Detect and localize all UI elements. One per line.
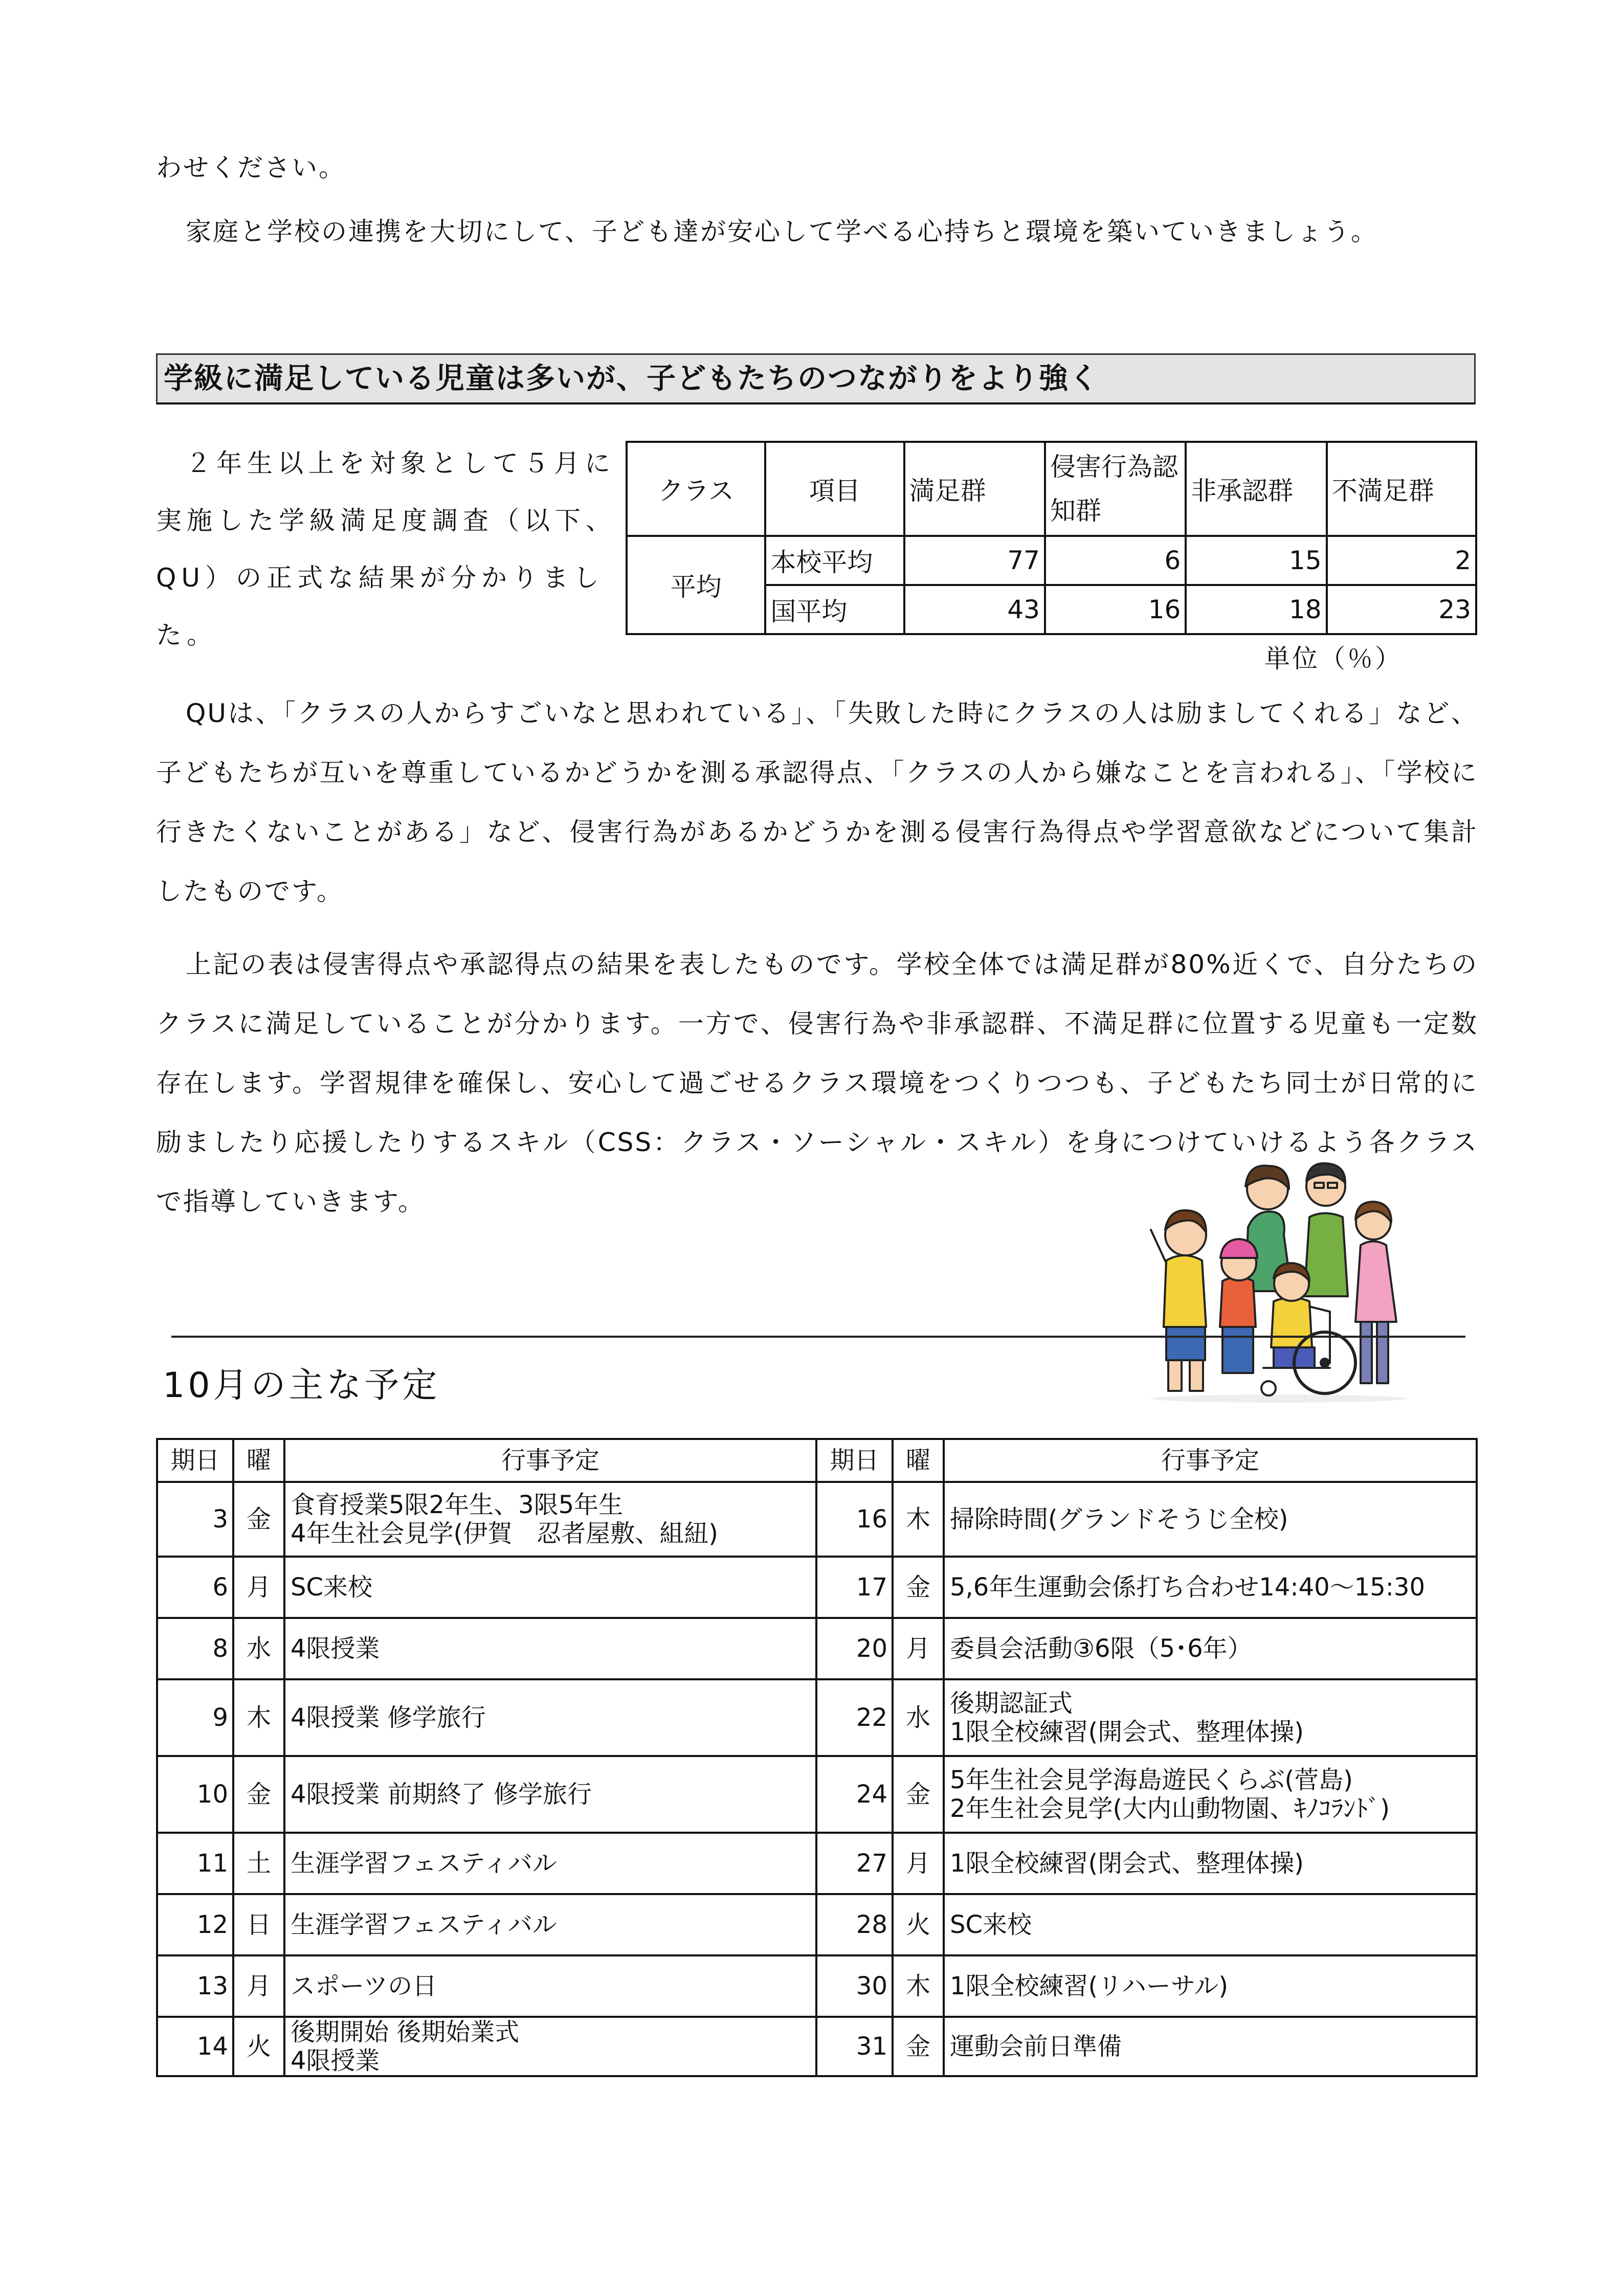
schedule-event — [284, 1679, 816, 1756]
schedule-weekday: 木 — [233, 1679, 284, 1756]
schedule-weekday: 金 — [893, 2017, 944, 2076]
schedule-event-line: 食育授業5限2年生、3限5年生 — [291, 1491, 624, 1519]
schedule-event-line: 5,6年生運動会係打ち合わせ14:40～15:30 — [950, 1573, 1425, 1602]
schedule-event — [944, 1618, 1477, 1679]
schedule-event — [944, 1894, 1477, 1955]
schedule-event-line: 後期認証式 — [950, 1689, 1073, 1718]
schedule-header-day: 期日 — [816, 1439, 893, 1482]
schedule-event — [944, 2017, 1477, 2076]
schedule-weekday: 木 — [893, 1482, 944, 1557]
schedule-day: 13 — [157, 1955, 233, 2017]
schedule-day: 12 — [157, 1894, 233, 1955]
schedule-event-line: 4限授業 — [291, 1634, 380, 1663]
qu-cell: 77 — [904, 536, 1045, 585]
schedule-day: 3 — [157, 1482, 233, 1557]
schedule-event-line: SC来校 — [291, 1573, 372, 1602]
schedule-event — [944, 1557, 1477, 1618]
schedule-weekday: 金 — [893, 1557, 944, 1618]
schedule-day: 31 — [816, 2017, 893, 2076]
qu-cell: 43 — [904, 585, 1045, 634]
schedule-header-day: 期日 — [157, 1439, 233, 1482]
schedule-row — [157, 1955, 1477, 2017]
intro-line-2: 家庭と学校の連携を大切にして、子ども達が安心して学べる心持ちと環境を築いていきましょう。 — [186, 217, 1378, 246]
schedule-day: 8 — [157, 1618, 233, 1679]
schedule-row — [157, 1679, 1477, 1756]
schedule-day: 14 — [157, 2017, 233, 2076]
schedule-event-line: 1限全校練習(閉会式、整理体操) — [950, 1849, 1304, 1878]
schedule-event — [284, 1894, 816, 1955]
schedule-event-line: 1限全校練習(開会式、整理体操) — [950, 1718, 1304, 1746]
children-group-illustration — [1146, 1158, 1412, 1404]
schedule-event-line: 生涯学習フェスティバル — [291, 1849, 557, 1878]
schedule-weekday: 木 — [893, 1955, 944, 2017]
qu-header-unapproved: 非承認群 — [1186, 442, 1326, 536]
qu-row-label: 国平均 — [765, 585, 904, 634]
schedule-day: 17 — [816, 1557, 893, 1618]
qu-header-class: クラス — [627, 442, 765, 536]
unit-label: 単位（％） — [1264, 644, 1403, 673]
schedule-day: 9 — [157, 1679, 233, 1756]
schedule-weekday: 水 — [893, 1679, 944, 1756]
schedule-event — [944, 1756, 1477, 1833]
schedule-event-line: 掃除時間(グランドそうじ全校) — [950, 1505, 1288, 1534]
schedule-header-dow: 曜 — [893, 1439, 944, 1482]
qu-cell: 18 — [1186, 585, 1326, 634]
qu-cell: 6 — [1045, 536, 1186, 585]
qu-header-satisfied: 満足群 — [904, 442, 1045, 536]
schedule-event-line: SC来校 — [950, 1910, 1032, 1939]
schedule-weekday: 月 — [233, 1557, 284, 1618]
schedule-event — [284, 1618, 816, 1679]
schedule-event-line: 4限授業 — [291, 2046, 380, 2075]
schedule-weekday: 日 — [233, 1894, 284, 1955]
schedule-weekday: 土 — [233, 1833, 284, 1894]
schedule-weekday: 金 — [233, 1756, 284, 1833]
qu-class-average: 平均 — [627, 536, 765, 634]
schedule-event-line: 後期開始 後期始業式 — [291, 2018, 520, 2046]
schedule-day: 6 — [157, 1557, 233, 1618]
schedule-event — [944, 1482, 1477, 1557]
schedule-weekday: 月 — [893, 1618, 944, 1679]
schedule-header-event: 行事予定 — [944, 1439, 1477, 1482]
schedule-day: 16 — [816, 1482, 893, 1557]
schedule-event — [284, 1482, 816, 1557]
schedule-event — [284, 2017, 816, 2076]
schedule-header-event: 行事予定 — [284, 1439, 816, 1482]
section-heading-satisfaction: 学級に満足している児童は多いが、子どもたちのつながりをより強く — [156, 353, 1476, 404]
qu-result-discussion: 上記の表は侵害得点や承認得点の結果を表したものです。学校全体では満足群が80%近くで、自分たちのクラスに満足していることが分かります。一方で、侵害行為や非承認群、不満足群に位置する児童も一定数存在します。学習規律を確保し、安心して過ごせるクラス環境をつくりつつも、子どもたち同士が日常的に励ましたり応援したりするスキル（CSS：クラス・ソーシャル・スキル）を身につけていけるよう各クラスで指導していきます。 — [156, 950, 1478, 1217]
schedule-day: 27 — [816, 1833, 893, 1894]
schedule-event-line: 2年生社会見学(大内山動物園、ｷﾉｺﾗﾝﾄﾞ) — [950, 1794, 1390, 1823]
schedule-event — [944, 1955, 1477, 2017]
section-divider — [171, 1336, 1465, 1338]
schedule-event-line: 4年生社会見学(伊賀 忍者屋敷、組紐) — [291, 1519, 718, 1548]
qu-row-label: 本校平均 — [765, 536, 904, 585]
schedule-day: 10 — [157, 1756, 233, 1833]
schedule-day: 30 — [816, 1955, 893, 2017]
intro-line-1: わせください。 — [156, 153, 346, 183]
qu-results-table — [626, 441, 1477, 635]
schedule-event — [284, 1955, 816, 2017]
qu-header-unsatisfied: 不満足群 — [1327, 442, 1476, 536]
schedule-weekday: 金 — [893, 1756, 944, 1833]
schedule-day: 24 — [816, 1756, 893, 1833]
schedule-weekday: 金 — [233, 1482, 284, 1557]
schedule-row — [157, 2017, 1477, 2076]
qu-header-infringement: 侵害行為認知群 — [1045, 442, 1186, 536]
schedule-event-line: 生涯学習フェスティバル — [291, 1910, 557, 1939]
qu-cell: 15 — [1186, 536, 1326, 585]
qu-intro-text: ２年生以上を対象として５月に実施した学級満足度調査（以下、QU）の正式な結果が分かりました。 — [156, 448, 616, 650]
schedule-row — [157, 1557, 1477, 1618]
qu-header-item: 項目 — [765, 442, 904, 536]
schedule-row — [157, 1618, 1477, 1679]
schedule-weekday: 月 — [893, 1833, 944, 1894]
schedule-event-line: スポーツの日 — [291, 1972, 437, 2000]
schedule-day: 11 — [157, 1833, 233, 1894]
schedule-day: 22 — [816, 1679, 893, 1756]
schedule-weekday: 月 — [233, 1955, 284, 2017]
schedule-row — [157, 1756, 1477, 1833]
schedule-event-line: 1限全校練習(リハーサル) — [950, 1972, 1229, 2000]
schedule-row — [157, 1833, 1477, 1894]
qu-cell: 16 — [1045, 585, 1186, 634]
schedule-event-line: 運動会前日準備 — [950, 2032, 1122, 2061]
schedule-day: 20 — [816, 1618, 893, 1679]
schedule-event-line: 委員会活動③6限（5･6年） — [950, 1634, 1252, 1663]
schedule-event-line: 4限授業 修学旅行 — [291, 1703, 486, 1732]
schedule-event — [944, 1833, 1477, 1894]
qu-cell: 2 — [1327, 536, 1476, 585]
schedule-event — [284, 1756, 816, 1833]
qu-cell: 23 — [1327, 585, 1476, 634]
schedule-day: 28 — [816, 1894, 893, 1955]
schedule-weekday: 火 — [233, 2017, 284, 2076]
october-schedule-heading: 10月の主な予定 — [163, 1365, 440, 1406]
schedule-event-line: 4限授業 前期終了 修学旅行 — [291, 1780, 592, 1809]
qu-explanation: QUは、「クラスの人からすごいなと思われている」、「失敗した時にクラスの人は励ましてくれる」など、子どもたちが互いを尊重しているかどうかを測る承認得点、「クラスの人から嫌なことを言われる」、「学校に行きたくないことがある」など、侵害行為があるかどうかを測る侵害行為得点や学習意欲などについて集計したものです。 — [156, 699, 1478, 906]
schedule-event — [284, 1833, 816, 1894]
schedule-event — [944, 1679, 1477, 1756]
schedule-weekday: 火 — [893, 1894, 944, 1955]
schedule-row — [157, 1482, 1477, 1557]
schedule-header-dow: 曜 — [233, 1439, 284, 1482]
schedule-row — [157, 1894, 1477, 1955]
schedule-event — [284, 1557, 816, 1618]
schedule-weekday: 水 — [233, 1618, 284, 1679]
october-schedule-table — [156, 1438, 1478, 2077]
schedule-event-line: 5年生社会見学海島遊民くらぶ(菅島) — [950, 1766, 1353, 1794]
